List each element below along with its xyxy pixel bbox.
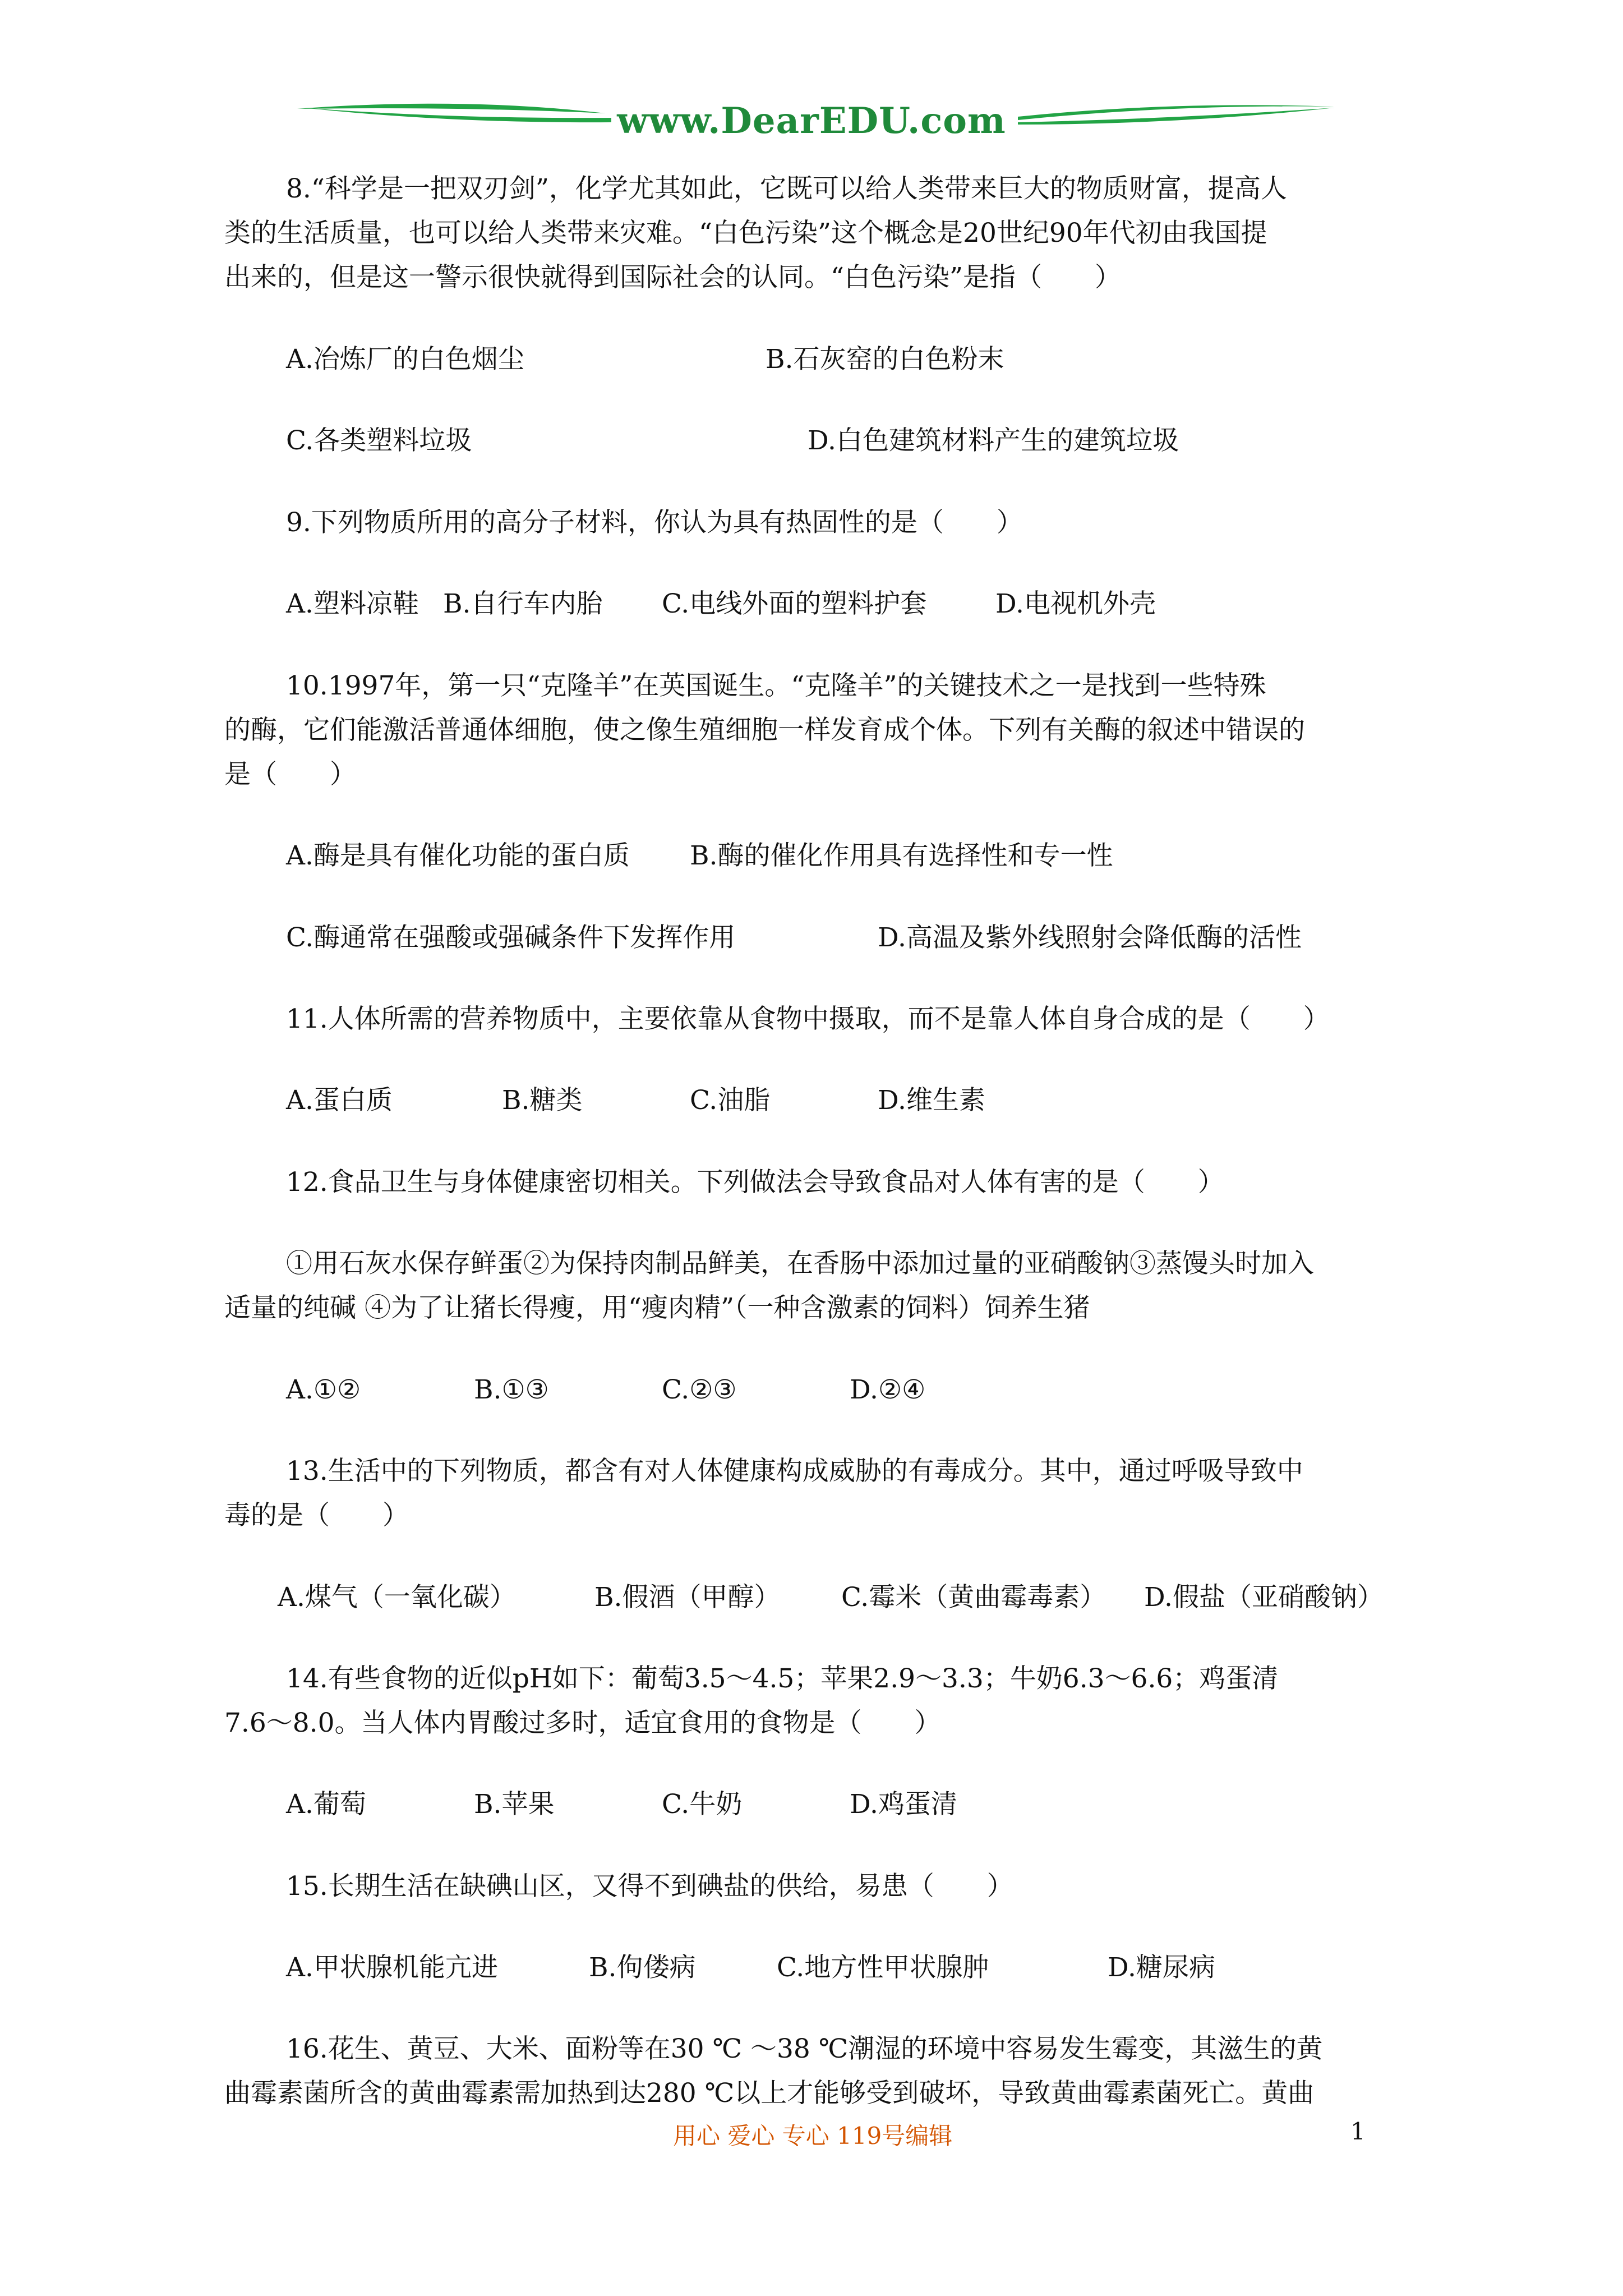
q8-stem-line-2: 类的生活质量，也可以给人类带来灾难。“白色污染”这个概念是20世纪90年代初由我国提 bbox=[224, 218, 1267, 249]
q11-stem: 11.人体所需的营养物质中，主要依靠从食物中摄取，而不是靠人体自身合成的是（ ） bbox=[286, 1004, 1330, 1034]
q15-option-c: C.地方性甲状腺肿 bbox=[777, 1952, 989, 1983]
q13-option-c: C.霉米（黄曲霉毒素） bbox=[841, 1582, 1106, 1613]
site-url: www.DearEDU.com bbox=[617, 100, 1006, 142]
q13-option-d: D.假盐（亚硝酸钠） bbox=[1144, 1582, 1384, 1613]
q12-option-b: B.①③ bbox=[474, 1374, 549, 1405]
page-number: 1 bbox=[1350, 2118, 1366, 2145]
q10-stem-line-3: 是（ ） bbox=[224, 759, 356, 790]
q12-option-a: A.①② bbox=[286, 1374, 361, 1405]
q12-option-d: D.②④ bbox=[850, 1374, 926, 1405]
q10-option-a: A.酶是具有催化功能的蛋白质 bbox=[286, 840, 630, 871]
q11-option-a: A.蛋白质 bbox=[286, 1085, 393, 1116]
q13-option-a: A.煤气（一氧化碳） bbox=[278, 1582, 516, 1613]
q10-stem-line-2: 的酶，它们能激活普通体细胞，使之像生殖细胞一样发育成个体。下列有关酶的叙述中错误的 bbox=[224, 715, 1305, 746]
q14-option-a: A.葡萄 bbox=[286, 1789, 366, 1820]
q11-option-d: D.维生素 bbox=[878, 1085, 985, 1116]
q10-stem-line-1: 10.1997年，第一只“克隆羊”在英国诞生。“克隆羊”的关键技术之一是找到一些特殊 bbox=[286, 670, 1266, 701]
q10-option-b: B.酶的催化作用具有选择性和专一性 bbox=[690, 840, 1113, 871]
q14-stem-line-2: 7.6～8.0。当人体内胃酸过多时，适宜食用的食物是（ ） bbox=[224, 1708, 941, 1738]
q12-statement-line-1: ①用石灰水保存鲜蛋②为保持肉制品鲜美，在香肠中添加过量的亚硝酸钠③蒸馒头时加入 bbox=[286, 1248, 1314, 1279]
q8-option-c: C.各类塑料垃圾 bbox=[286, 425, 472, 456]
q8-option-b: B.石灰窑的白色粉末 bbox=[766, 344, 1004, 375]
q10-option-c: C.酶通常在强酸或强碱条件下发挥作用 bbox=[286, 922, 736, 953]
q11-option-b: B.糖类 bbox=[502, 1085, 583, 1116]
q11-option-c: C.油脂 bbox=[690, 1085, 771, 1116]
q14-stem-line-1: 14.有些食物的近似pH如下：葡萄3.5～4.5；苹果2.9～3.3；牛奶6.3～6.6；鸡蛋清 bbox=[286, 1663, 1279, 1694]
q12-stem: 12.食品卫生与身体健康密切相关。下列做法会导致食品对人体有害的是（ ） bbox=[286, 1167, 1224, 1198]
q9-option-a: A.塑料凉鞋 bbox=[286, 588, 419, 619]
q13-stem-line-2: 毒的是（ ） bbox=[224, 1500, 409, 1531]
q8-stem-line-1: 8.“科学是一把双刃剑”，化学尤其如此，它既可以给人类带来巨大的物质财富，提高人 bbox=[286, 173, 1287, 204]
footer-note: 用心 爱心 专心 119号编辑 bbox=[673, 2122, 953, 2150]
q13-option-b: B.假酒（甲醇） bbox=[594, 1582, 781, 1613]
q16-stem-line-1: 16.花生、黄豆、大米、面粉等在30 ℃ ～38 ℃潮湿的环境中容易发生霉变，其滋生的黄 bbox=[286, 2033, 1323, 2064]
q8-stem-line-3: 出来的，但是这一警示很快就得到国际社会的认同。“白色污染”是指（ ） bbox=[224, 262, 1122, 293]
q14-option-b: B.苹果 bbox=[474, 1789, 555, 1820]
q14-option-c: C.牛奶 bbox=[662, 1789, 743, 1820]
q13-stem-line-1: 13.生活中的下列物质，都含有对人体健康构成威胁的有毒成分。其中，通过呼吸导致中 bbox=[286, 1456, 1303, 1487]
q12-statement-line-2: 适量的纯碱 ④为了让猪长得瘦，用“瘦肉精”（一种含激素的饲料）饲养生猪 bbox=[224, 1292, 1090, 1323]
q9-option-d: D.电视机外壳 bbox=[995, 588, 1156, 619]
q15-option-a: A.甲状腺机能亢进 bbox=[286, 1952, 498, 1983]
q15-option-b: B.佝偻病 bbox=[589, 1952, 696, 1983]
q16-stem-line-2: 曲霉素菌所含的黄曲霉素需加热到达280 ℃以上才能够受到破坏，导致黄曲霉素菌死亡。黄曲 bbox=[224, 2078, 1315, 2109]
q12-option-c: C.②③ bbox=[662, 1374, 737, 1405]
q9-stem: 9.下列物质所用的高分子材料，你认为具有热固性的是（ ） bbox=[286, 507, 1023, 538]
site-header bbox=[0, 84, 1623, 163]
q8-option-d: D.白色建筑材料产生的建筑垃圾 bbox=[808, 425, 1179, 456]
q14-option-d: D.鸡蛋清 bbox=[850, 1789, 957, 1820]
q9-option-b: B.自行车内胎 bbox=[443, 588, 603, 619]
q15-stem: 15.长期生活在缺碘山区，又得不到碘盐的供给，易患（ ） bbox=[286, 1871, 1013, 1902]
q15-option-d: D.糖尿病 bbox=[1108, 1952, 1215, 1983]
q9-option-c: C.电线外面的塑料护套 bbox=[662, 588, 927, 619]
q10-option-d: D.高温及紫外线照射会降低酶的活性 bbox=[878, 922, 1302, 953]
q8-option-a: A.冶炼厂的白色烟尘 bbox=[286, 344, 524, 375]
